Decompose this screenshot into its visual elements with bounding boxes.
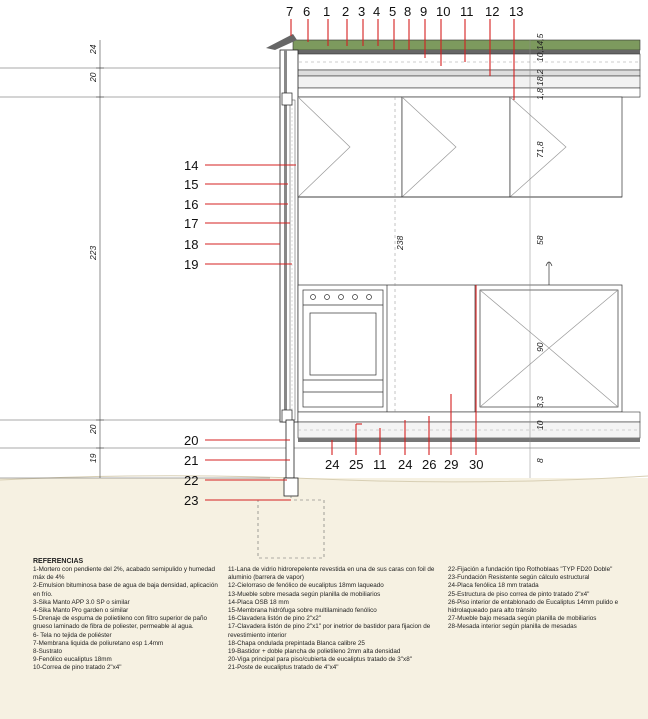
bottom-callout-30-6: 30 bbox=[469, 457, 484, 472]
left-dimension-4: 19 bbox=[88, 453, 98, 463]
bottom-callout-24-0: 24 bbox=[325, 457, 340, 472]
right-dimension-5: 90 bbox=[535, 342, 545, 352]
reference-item: 10-Correa de pino tratado 2"x4" bbox=[33, 664, 122, 672]
left-dimension-3: 20 bbox=[88, 424, 98, 434]
top-callout-2: 2 bbox=[342, 4, 350, 19]
left-callout-15: 15 bbox=[184, 177, 199, 192]
right-dimension-0: 10,14,5 bbox=[535, 33, 545, 62]
reference-item: 28-Mesada interior según planilla de mesadas bbox=[448, 623, 577, 631]
reference-item: 26-Piso interior de entablonado de Eucaliptus 14mm pulido e hidrolaqueado para alto tránsito bbox=[448, 598, 619, 615]
reference-item: 17-Clavadera listón de pino 2"x1" por inetrior de bastidor para fijacion de revestimiento interior bbox=[228, 623, 431, 639]
top-callout-5: 5 bbox=[389, 4, 397, 19]
bottom-callout-26-4: 26 bbox=[422, 457, 437, 472]
left-callout-19: 19 bbox=[184, 257, 199, 272]
reference-item: 7-Membrana liquida de poliuretano esp 1.4mm bbox=[33, 639, 164, 647]
reference-item: 8-Sustrato bbox=[33, 648, 63, 656]
reference-item: 3-Sika Manto APP 3.0 SP o similar bbox=[33, 598, 130, 606]
top-callout-13: 13 bbox=[509, 4, 524, 19]
left-callout-14: 14 bbox=[184, 158, 199, 173]
left-callout-18: 18 bbox=[184, 237, 199, 252]
reference-item: 2-Emulsion bituminosa base de agua de baja densidad, aplicación en frío. bbox=[33, 582, 218, 598]
left-callout-22: 22 bbox=[184, 473, 199, 488]
reference-item: 20-Viga principal para piso/cubierta de eucaliptus tratado de 3"x8" bbox=[228, 656, 412, 664]
kitchen-base bbox=[298, 262, 622, 412]
right-dimension-4: 58 bbox=[535, 235, 545, 245]
reference-item: 9-Fenólico eucaliptus 18mm bbox=[33, 656, 112, 664]
top-callout-4: 4 bbox=[373, 4, 381, 19]
reference-item: 19-Bastidor + doble plancha de polietileno 2mm alta densidad bbox=[228, 648, 401, 656]
references-column-3 bbox=[448, 566, 638, 632]
roof-section bbox=[266, 34, 640, 97]
references-title: REFERENCIAS bbox=[33, 558, 84, 565]
right-dimension-2: 1,8 bbox=[535, 88, 545, 100]
reference-item: 23-Fundación Resistente según cálculo estructural bbox=[448, 574, 590, 582]
references-panel bbox=[0, 558, 648, 719]
left-dimension-2: 223 bbox=[88, 245, 98, 260]
reference-item: 4-Sika Manto Pro garden o similar bbox=[33, 607, 129, 615]
bottom-callout-24-3: 24 bbox=[398, 457, 413, 472]
reference-item: 14-Placa OSB 18 mm bbox=[228, 598, 289, 606]
left-dimension-1: 20 bbox=[88, 72, 98, 82]
floor-section bbox=[298, 412, 640, 442]
reference-item: 11-Lana de vidrio hidrorepelente revestida en una de sus caras con foil de aluminio (barrera de vapor) bbox=[228, 566, 435, 582]
bottom-callout-29-5: 29 bbox=[444, 457, 459, 472]
references-column-1 bbox=[33, 566, 223, 673]
top-callout-8: 8 bbox=[404, 4, 412, 19]
left-callout-20: 20 bbox=[184, 433, 199, 448]
reference-item: 15-Membrana hidrófuga sobre multilaminado fenólico bbox=[228, 607, 377, 615]
top-callout-12: 12 bbox=[485, 4, 500, 19]
top-callout-7: 7 bbox=[286, 4, 294, 19]
reference-item: 6- Tela no tejida de poliéster bbox=[33, 631, 112, 639]
center-dimension: 238 bbox=[395, 235, 405, 250]
reference-item: 13-Mueble sobre mesada según planilla de mobiliarios bbox=[228, 590, 381, 598]
left-callout-16: 16 bbox=[184, 197, 199, 212]
left-callout-23: 23 bbox=[184, 493, 199, 508]
right-dimension-7: 10 bbox=[535, 420, 545, 430]
reference-item: 22-Fijación a fundación tipo Rothoblaas "TYP FD20 Doble" bbox=[448, 566, 613, 573]
references-column-2 bbox=[228, 566, 443, 673]
left-callout-17: 17 bbox=[184, 216, 199, 231]
upper-cabinets bbox=[298, 97, 622, 197]
reference-item: 16-Clavadera listón de pino 2"x2" bbox=[228, 615, 322, 623]
bottom-callout-25-1: 25 bbox=[349, 457, 364, 472]
right-dimension-3: 71,8 bbox=[535, 141, 545, 158]
right-dimension-6: 3,3 bbox=[535, 396, 545, 408]
top-callout-10: 10 bbox=[436, 4, 451, 19]
reference-item: 5-Drenaje de espuma de polietileno con filtro superior de paño grueso laminado de fibra de poliester, permeable al agua. bbox=[33, 615, 207, 631]
top-callout-9: 9 bbox=[420, 4, 428, 19]
bottom-callout-11-2: 11 bbox=[373, 457, 387, 472]
reference-item: 25-Estructura de piso correa de pinto tratado 2"x4" bbox=[448, 590, 590, 598]
left-dimension-0: 24 bbox=[88, 44, 98, 54]
top-callout-6: 6 bbox=[303, 4, 311, 19]
reference-item: 21-Poste de eucaliptus tratado de 4"x4" bbox=[228, 664, 339, 672]
top-callout-1: 1 bbox=[323, 4, 331, 19]
left-callout-21: 21 bbox=[184, 453, 199, 468]
top-callout-3: 3 bbox=[358, 4, 366, 19]
reference-item: 1-Mortero con pendiente del 2%, acabado semipulido y humedad máx de 4% bbox=[33, 566, 216, 582]
reference-item: 27-Mueble bajo mesada según planilla de mobiliarios bbox=[448, 615, 597, 623]
reference-item: 12-Cielorraso de fenólico de eucaliptus 18mm laqueado bbox=[228, 582, 384, 590]
right-dimension-8: 8 bbox=[535, 458, 545, 463]
reference-item: 24-Placa fenólica 18 mm tratada bbox=[448, 582, 539, 590]
reference-item: 18-Chapa ondulada prepintada Blanca calibre 25 bbox=[228, 639, 365, 647]
right-dimension-1: 18,2 bbox=[535, 69, 545, 86]
top-callout-11: 11 bbox=[460, 4, 474, 19]
